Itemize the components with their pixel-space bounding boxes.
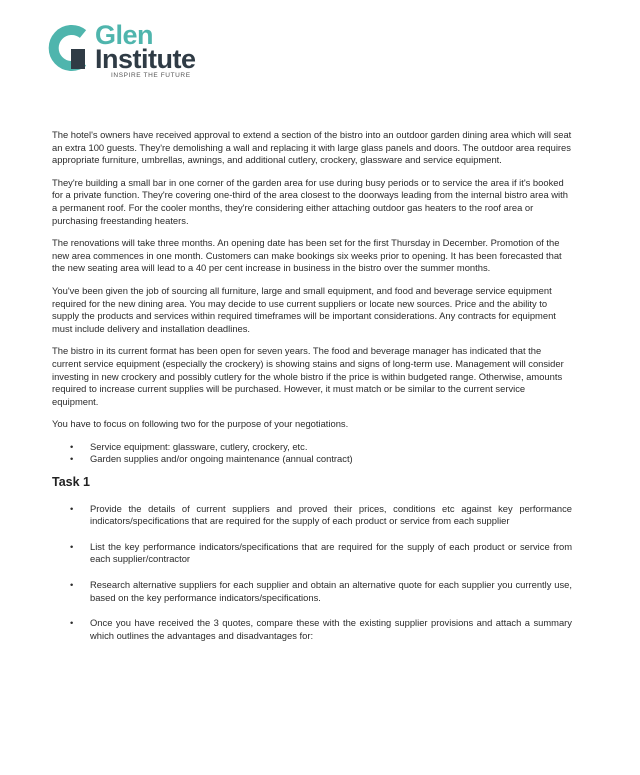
- bullet-icon: •: [70, 579, 74, 591]
- task-item-text: List the key performance indicators/specifications that are required for the supply of each product or service from each supplier/contractor: [90, 540, 572, 565]
- logo-word-glen: Glen: [95, 20, 154, 50]
- bullet-icon: •: [70, 453, 74, 465]
- focus-item-text: Service equipment: glassware, cutlery, crockery, etc.: [90, 440, 308, 452]
- paragraph-5: The bistro in its current format has been open for seven years. The food and beverage manager has indicated that the current service equipment (especially the crockery) is showing stains and signs of long-term use. Management will consider investing in new crockery and possibly cutlery for the whole bistro if the price is within budgeted range. Otherwise, amounts required to increase current supplies will be purchased. However, it must match or be similar to the current service equipment.: [52, 345, 564, 407]
- task-item-text: Once you have received the 3 quotes, compare these with the existing supplier provisions and attach a summary which outlines the advantages and disadvantages for:: [90, 617, 572, 641]
- logo-tagline: INSPIRE THE FUTURE: [111, 72, 191, 79]
- bullet-icon: •: [70, 440, 74, 452]
- paragraph-2: They're building a small bar in one corner of the garden area for use during busy periods or to service the area if it's booked for a private function. They're covering one-third of the area closest to the doorways leading from the internal bistro area with a permanent roof. For the cooler months, they're considering either attaching outdoor gas heaters to the roof area or purchasing freestanding heaters.: [52, 176, 568, 226]
- task-list: [52, 503, 572, 643]
- paragraph-4: You've been given the job of sourcing all furniture, large and small equipment, and food and beverage service equipment required for the new dining area. You may decide to use current suppliers or locate new sources. Price and the ability to supply the products and services within required timeframes will be important considerations. Any contracts for equipment must include delivery and installation deadlines.: [52, 284, 556, 334]
- logo-g-icon: [45, 22, 91, 74]
- list-item: [52, 617, 572, 642]
- bullet-icon: •: [70, 502, 74, 514]
- list-item: [52, 579, 572, 604]
- paragraph-3: The renovations will take three months. An opening date has been set for the first Thursday in December. Promotion of the new area commences in one month. Customers can make bookings six weeks prior to opening. It has been forecasted that the new seating area will lead to a 40 per cent increase in business in the bistro over the summer months.: [52, 237, 562, 274]
- list-item: [52, 541, 572, 566]
- bullet-icon: •: [70, 617, 74, 629]
- paragraph-6: You have to focus on following two for the purpose of your negotiations.: [52, 418, 349, 430]
- focus-list: [52, 441, 572, 466]
- logo-word-institute: Institute: [95, 44, 196, 74]
- focus-item-text: Garden supplies and/or ongoing maintenance (annual contract): [90, 453, 353, 465]
- list-item: [52, 453, 572, 466]
- task-item-text: Provide the details of current suppliers and proved their prices, conditions etc against key performance indicators/specifications that are required for the supply of each product or service from each supplier: [90, 502, 572, 527]
- paragraph-1: The hotel's owners have received approval to extend a section of the bistro into an outdoor garden dining area which will seat an extra 100 guests. They're demolishing a wall and replacing it with large glass panels and doors. The outdoor area requires appropriate furniture, umbrellas, awnings, and additional cutlery, crockery, glassware and service equipment.: [52, 129, 572, 166]
- list-item: [52, 441, 572, 454]
- bullet-icon: •: [70, 540, 74, 552]
- task-heading: Task 1: [52, 475, 90, 490]
- document-body: [52, 129, 572, 655]
- glen-institute-logo: [45, 20, 205, 82]
- list-item: [52, 503, 572, 528]
- task-item-text: Research alternative suppliers for each supplier and obtain an alternative quote for each supplier you currently use, based on the key performance indicators/specifications.: [90, 579, 572, 603]
